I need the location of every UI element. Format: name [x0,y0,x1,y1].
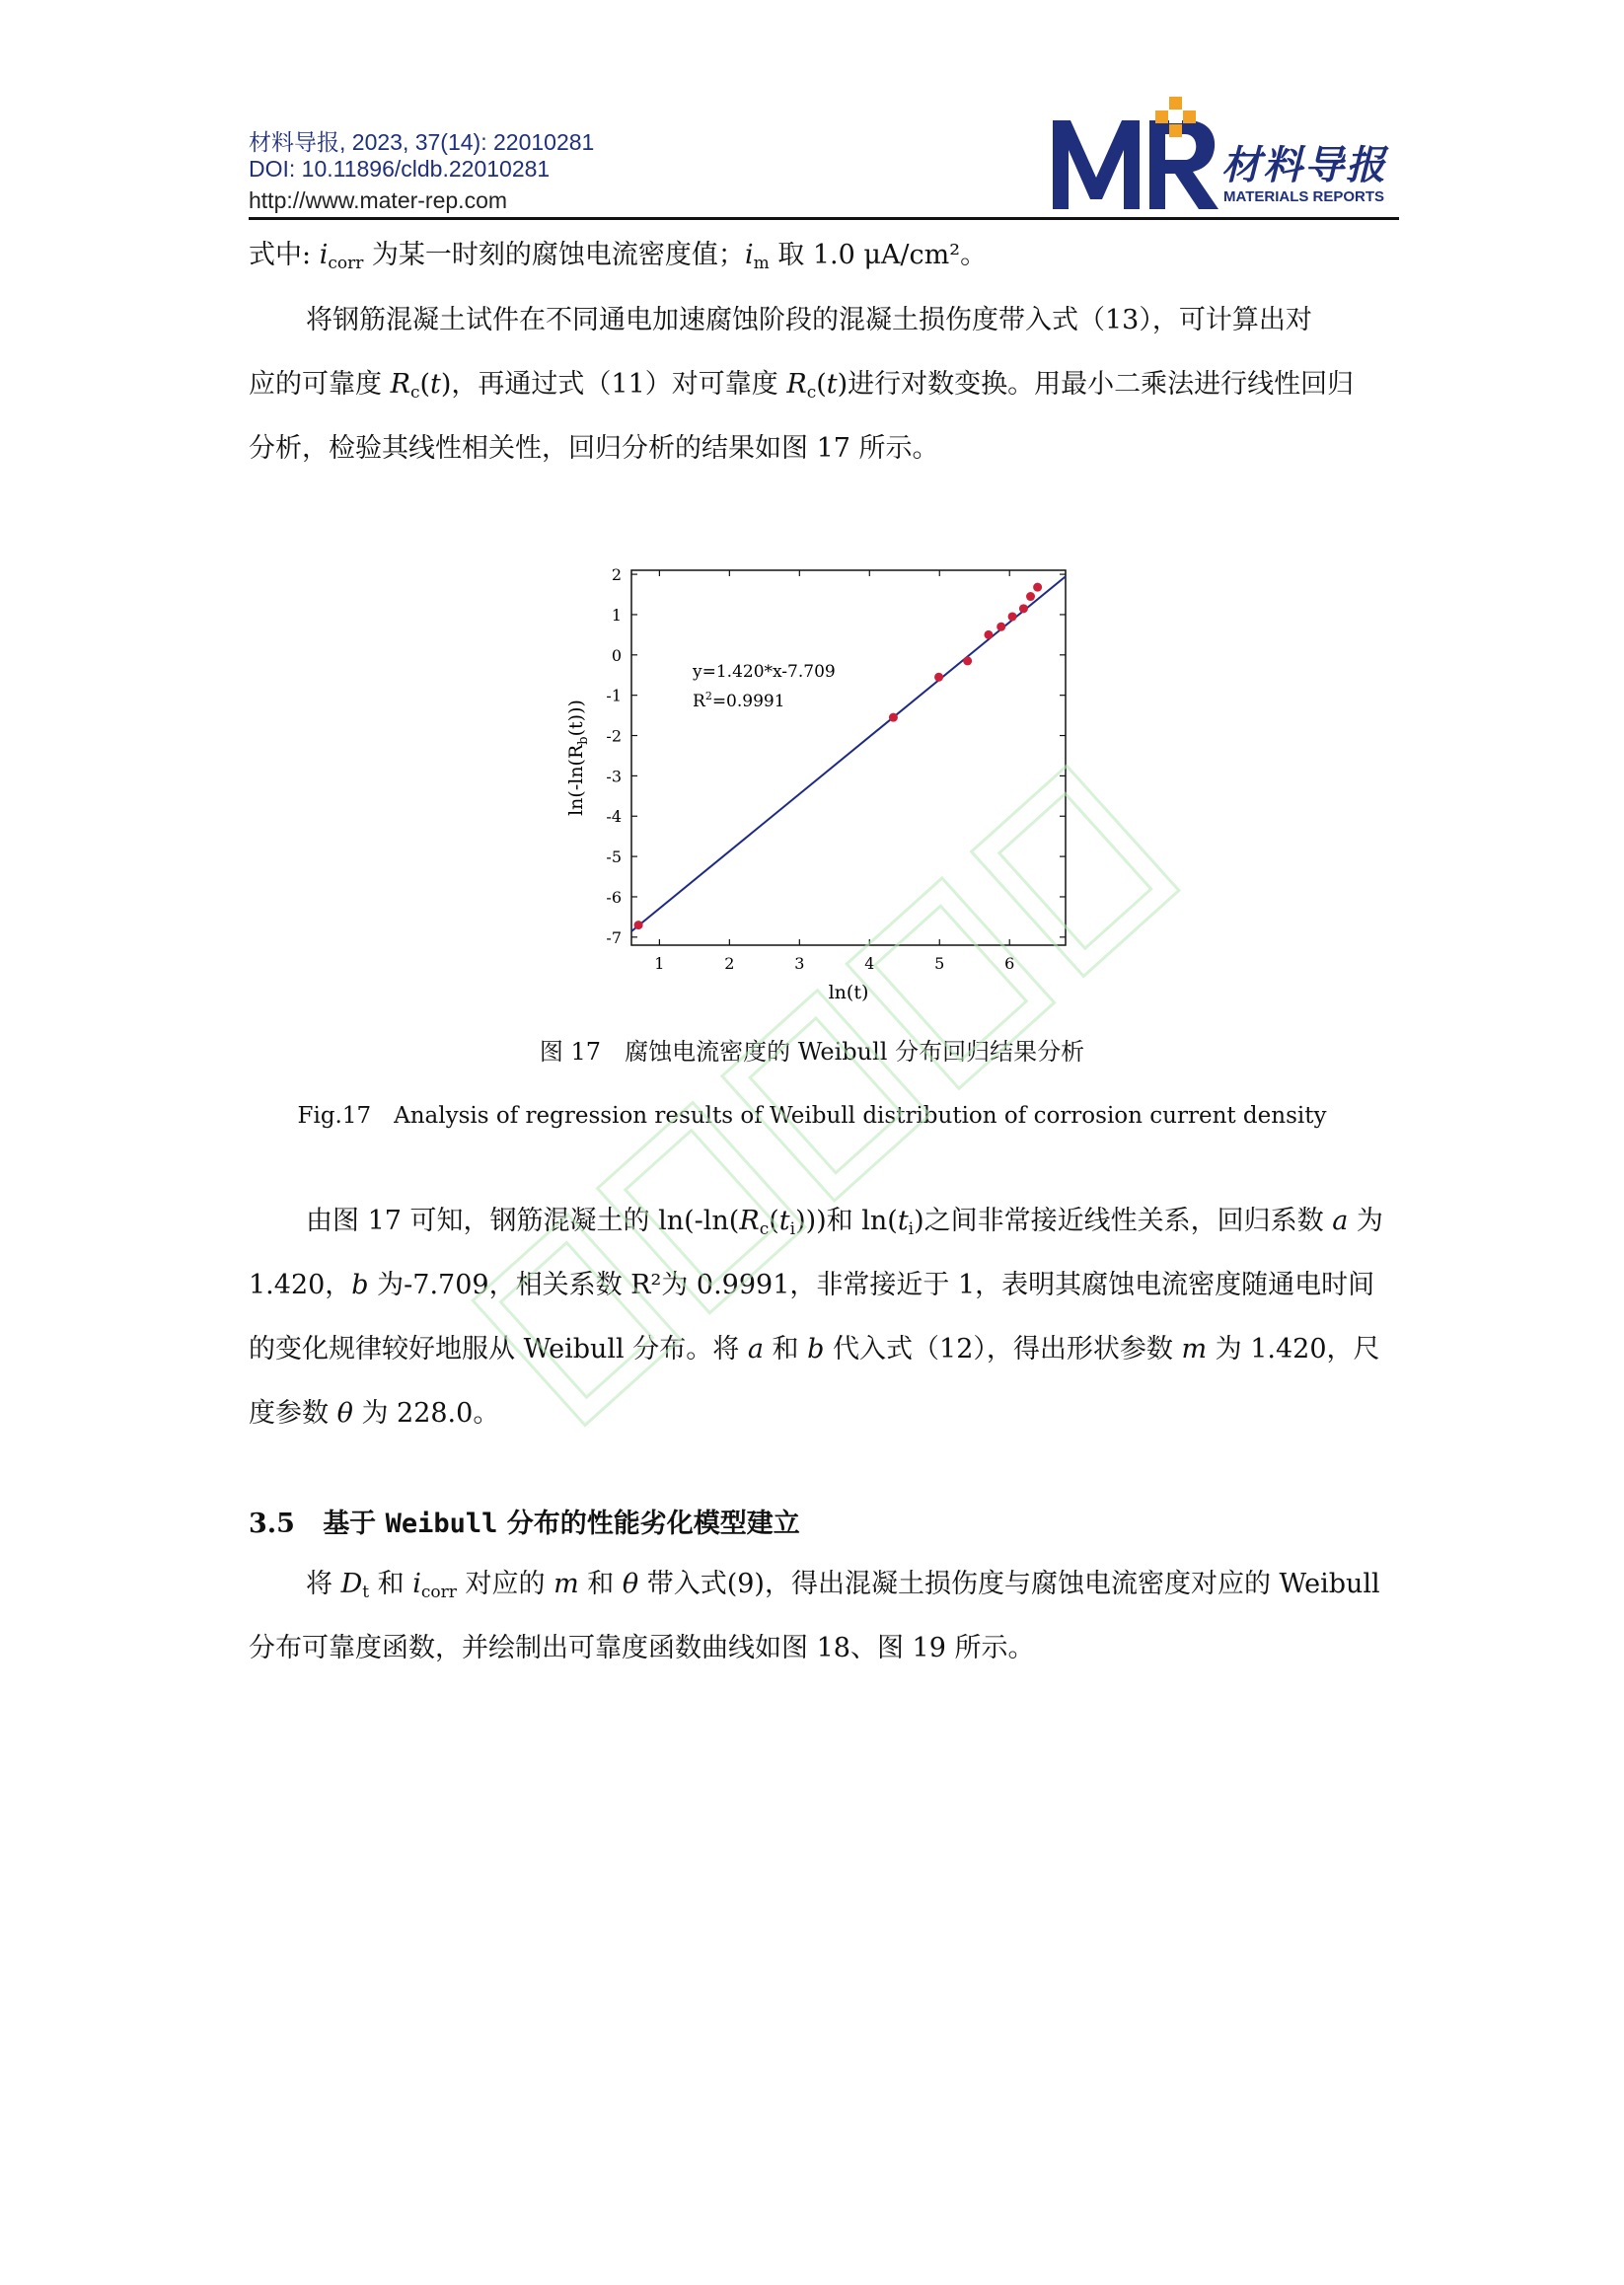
regression-chart [553,553,1085,1016]
figure-caption-cn: 图 17 腐蚀电流密度的 Weibull 分布回归结果分析 [539,1038,1085,1066]
y-tick-label: -4 [606,807,622,827]
journal-logo [1049,95,1404,211]
y-axis-label: $\ln(-\ln(R_b(t)))$ [565,700,591,816]
journal-url[interactable]: http://www.mater-rep.com [249,187,508,213]
data-point [1008,612,1017,621]
y-tick-label: 0 [611,645,622,665]
data-point [889,713,898,722]
x-tick-label: 3 [794,954,805,973]
data-point [934,673,943,682]
r-squared: $R^2=0.9991$ [693,690,785,711]
header-rule [249,217,1399,220]
y-tick-label: 2 [611,565,622,585]
x-tick-label: 2 [724,954,735,973]
y-tick-label: -1 [606,686,622,705]
y-tick-label: -2 [606,726,622,746]
paragraph-reliability-method: 将钢筋混凝土试件在不同通电加速腐蚀阶段的混凝土损伤度带入式（13），可计算出对 应的可靠度 $R_c(t)$，再通过式（11）对可靠度 $R_c(t)$进行对数变换。用最小二乘法进行线性回归 分析，检验其线性相关性，回归分析的结果如图 17 所示。 [249,305,1355,464]
fit-equation: y=1.420*x-7.709 [693,662,836,682]
x-tick-label: 4 [864,954,875,973]
data-point [984,630,993,639]
paragraph-formula-note: 式中: $i_{corr}$ 为某一时刻的腐蚀电流密度值；$i_m$ 取 1.0 μA/cm²。 [249,240,988,273]
y-tick-label: -7 [606,927,622,947]
data-point [1026,592,1035,601]
data-point [634,921,643,929]
y-tick-label: 1 [611,605,622,625]
logo-english-title: MATERIALS REPORTS [1223,188,1385,205]
paragraph-regression-result: 由图 17 可知，钢筋混凝土的 $\ln(-\ln(R_c(t_i)))$和 $\ln(t_i)$之间非常接近线性关系，回归系数 a 为 1.420，b 为-7.709，相关系数 R²为 0.9991，非常接近于 1，表明其腐蚀电流密度随通电时间 的变化规律较好地服从 Weibull 分布。将 a 和 b 代入式（12），得出形状参数 m 为 1.420，尺 度参数 θ 为 228.0。 [249,1206,1383,1429]
mr-logo-icon [1049,95,1226,211]
x-tick-label: 1 [654,954,665,973]
data-point [1033,583,1042,592]
section-heading-3-5: 3.5 基于 Weibull 分布的性能劣化模型建立 [249,1509,800,1539]
x-tick-label: 6 [1004,954,1015,973]
x-tick-label: 5 [934,954,945,973]
data-point [997,623,1005,631]
y-tick-label: -6 [606,887,622,907]
paragraph-reliability-function: 将 $D_t$ 和 $i_{corr}$ 对应的 m 和 θ 带入式(9)，得出混凝土损伤度与腐蚀电流密度对应的 Weibull 分布可靠度函数，并绘制出可靠度函数曲线如图 18、图 19 所示。 [249,1569,1380,1663]
logo-chinese-title: 材料导报 [1221,142,1387,188]
figure-17 [553,553,1085,1016]
journal-citation: 材料导报, 2023, 37(14): 22010281 [249,129,595,155]
y-tick-label: -3 [606,767,622,786]
x-axis-label: ln(t) [828,982,869,1003]
data-point [1019,604,1028,613]
data-point [963,656,972,665]
y-tick-label: -5 [606,848,622,867]
doi: DOI: 10.11896/cldb.22010281 [249,156,551,182]
figure-caption-en: Fig.17 Analysis of regression results of Weibull distribution of corrosion current density [297,1103,1327,1129]
